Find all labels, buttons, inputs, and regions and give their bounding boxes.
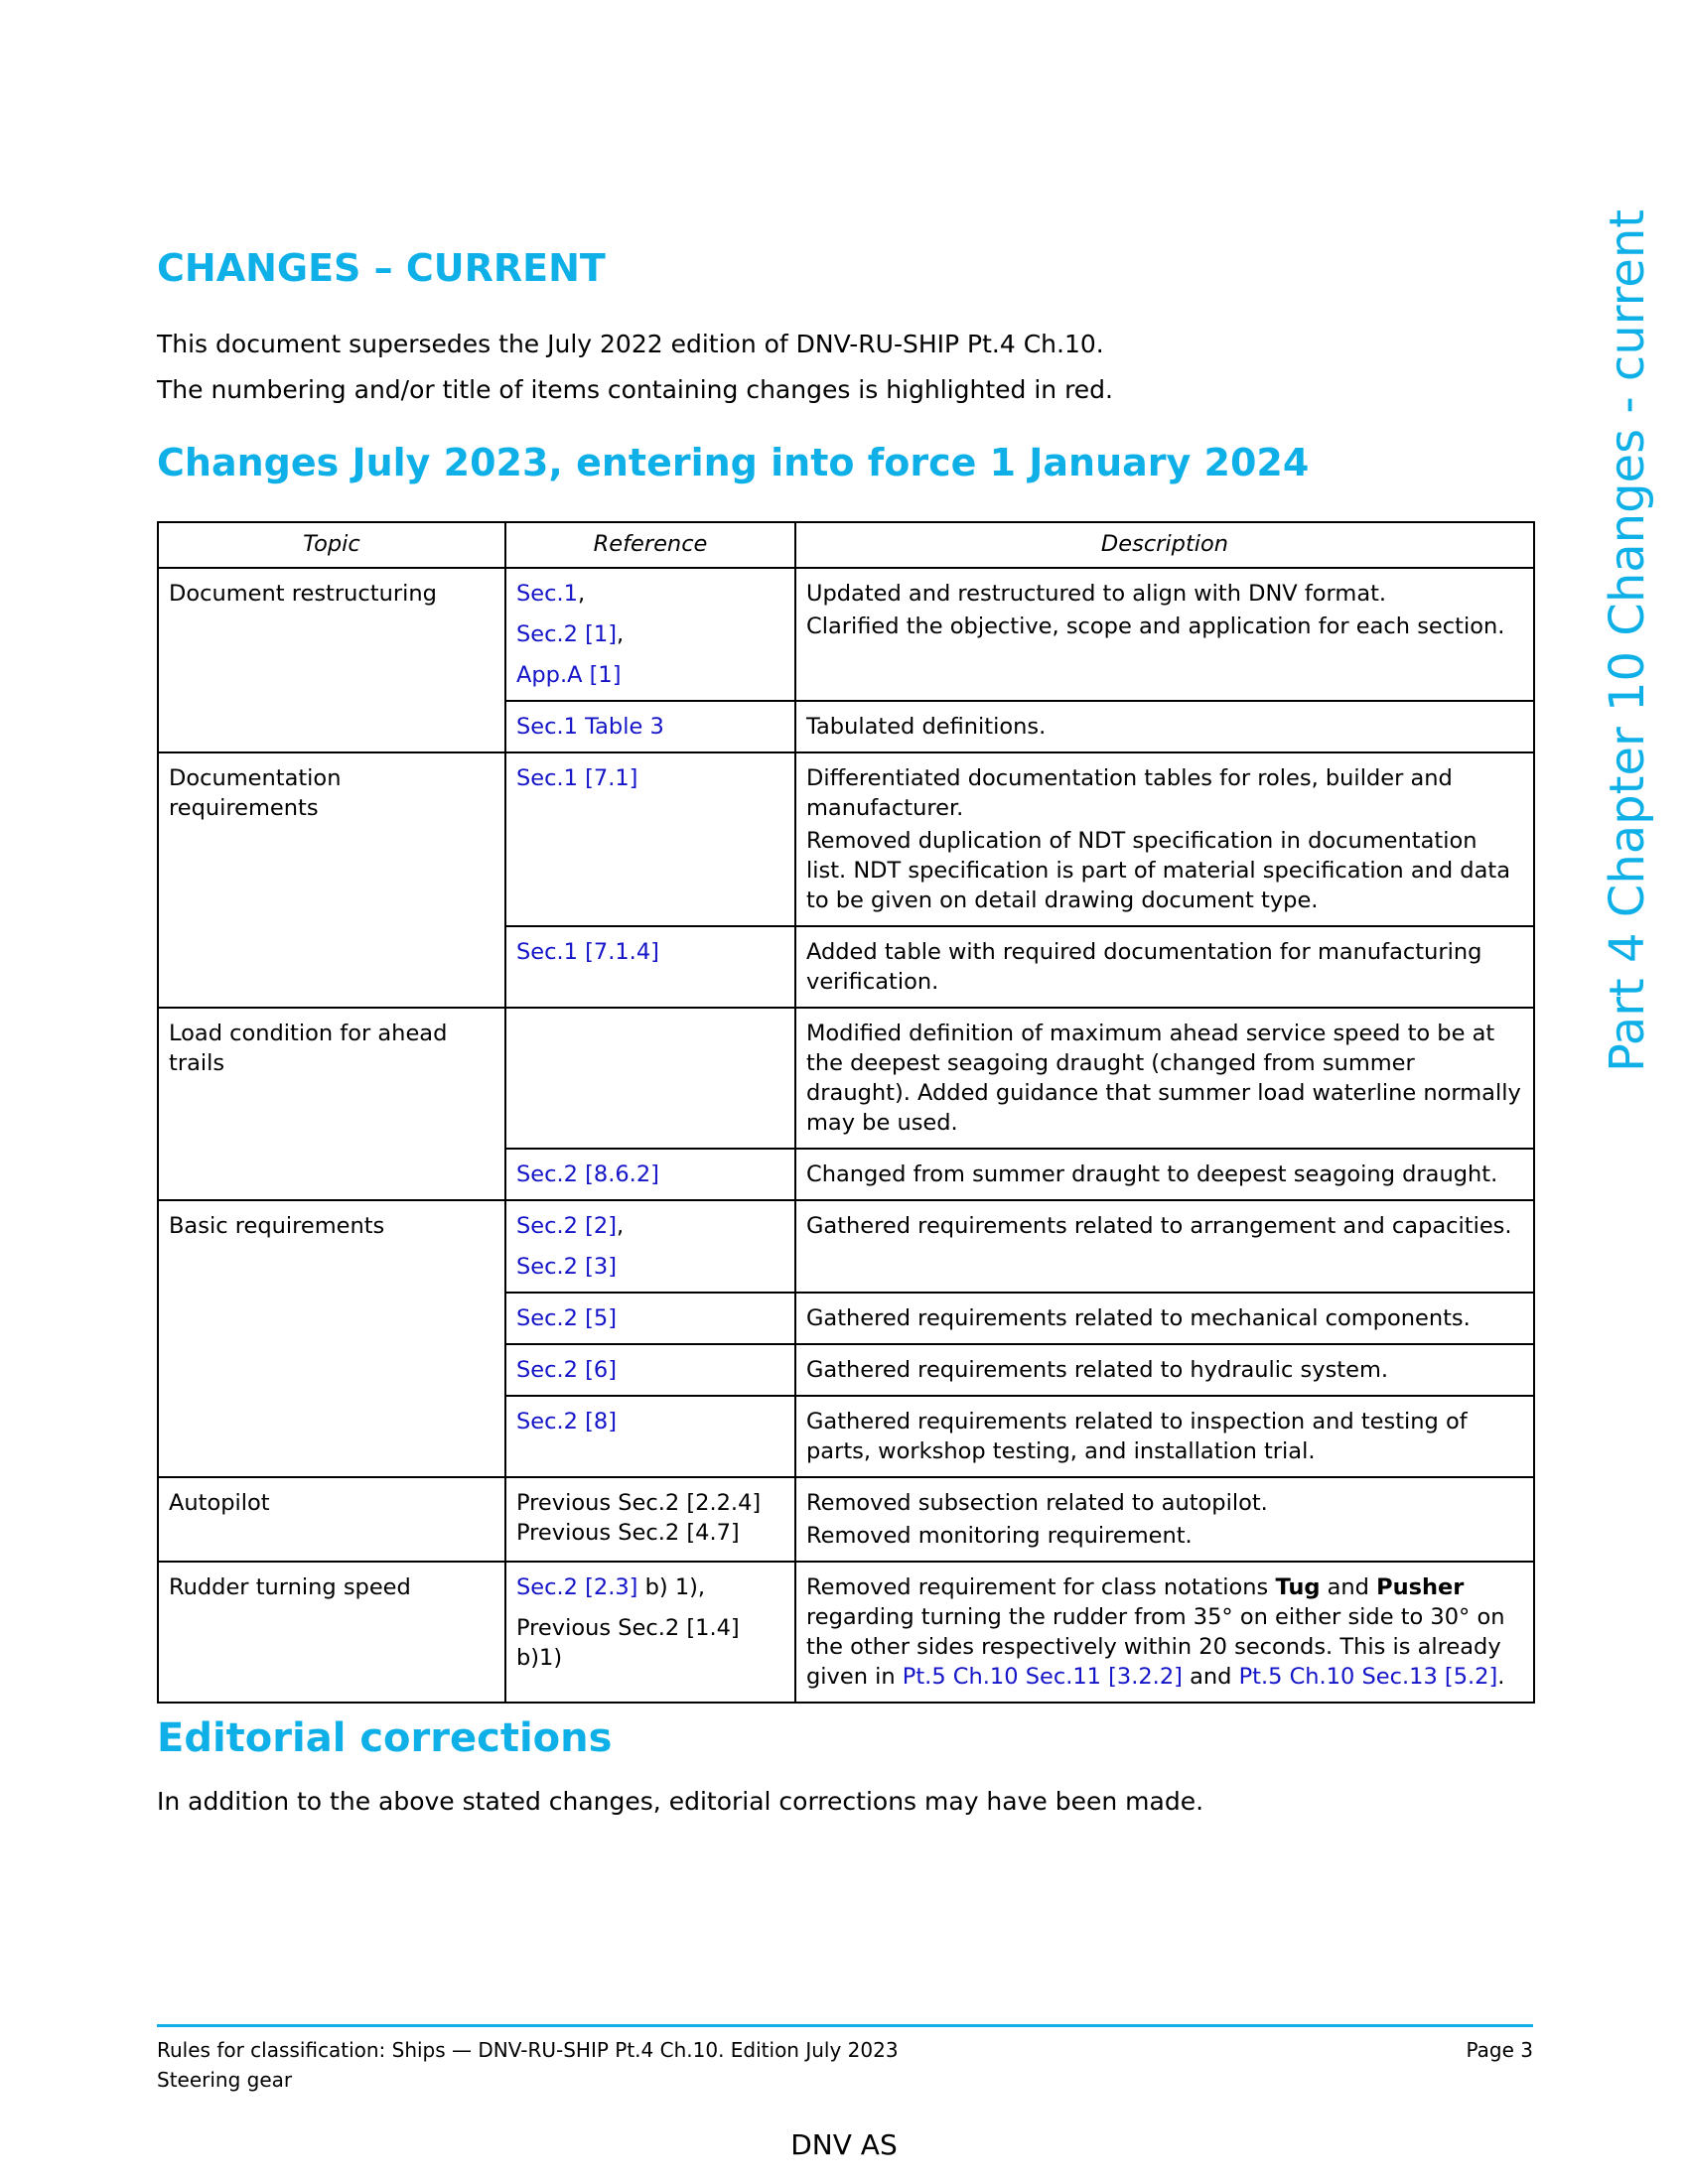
description-cell xyxy=(795,1477,1534,1562)
description-line: Differentiated documentation tables for roles, builder and manufacturer. xyxy=(806,765,1453,821)
description-line: Gathered requirements related to hydraulic system. xyxy=(806,1357,1389,1383)
intro-line-2: The numbering and/or title of items containing changes is highlighted in red. xyxy=(157,375,1113,404)
reference-link[interactable]: Sec.2 [8] xyxy=(516,1409,617,1434)
reference-text: Previous Sec.2 [1.4] b)1) xyxy=(516,1615,740,1671)
description-line: Changed from summer draught to deepest seagoing draught. xyxy=(806,1161,1498,1187)
footer-line-1: Rules for classification: Ships — DNV-RU-SHIP Pt.4 Ch.10. Edition July 2023 xyxy=(157,2038,899,2062)
reference-link[interactable]: Pt.5 Ch.10 Sec.11 [3.2.2] xyxy=(902,1664,1183,1690)
description-cell xyxy=(795,1396,1534,1477)
description-text: and xyxy=(1320,1574,1377,1600)
reference-suffix: b) 1), xyxy=(637,1574,706,1600)
class-notation-pusher: Pusher xyxy=(1376,1574,1465,1600)
description-cell xyxy=(795,1293,1534,1344)
reference-link[interactable]: Sec.1 Table 3 xyxy=(516,714,664,740)
description-line: Updated and restructured to align with DNV format. xyxy=(806,581,1387,607)
table-row xyxy=(158,1562,1534,1703)
description-cell xyxy=(795,752,1534,926)
reference-cell xyxy=(505,926,795,1008)
description-cell xyxy=(795,701,1534,752)
topic-cell: Load condition for ahead trails xyxy=(158,1008,505,1200)
reference-cell xyxy=(505,1293,795,1344)
description-cell xyxy=(795,1562,1534,1703)
description-text: Removed requirement for class notations xyxy=(806,1574,1276,1600)
description-line: Removed monitoring requirement. xyxy=(806,1523,1193,1549)
class-notation-tug: Tug xyxy=(1275,1574,1321,1600)
description-cell xyxy=(795,1149,1534,1200)
reference-link[interactable]: App.A [1] xyxy=(516,662,622,688)
reference-cell xyxy=(505,1344,795,1396)
reference-link[interactable]: Sec.2 [2.3] xyxy=(516,1574,638,1600)
reference-link[interactable]: Sec.2 [3] xyxy=(516,1254,617,1280)
reference-link[interactable]: Sec.1 xyxy=(516,581,578,607)
topic-cell: Document restructuring xyxy=(158,568,505,752)
description-cell xyxy=(795,1200,1534,1293)
reference-cell xyxy=(505,1477,795,1562)
description-cell xyxy=(795,568,1534,701)
table-row xyxy=(158,1477,1534,1562)
changes-table xyxy=(157,521,1535,1704)
table-row xyxy=(158,568,1534,701)
page-number: Page 3 xyxy=(1466,2038,1533,2062)
description-cell xyxy=(795,926,1534,1008)
reference-cell xyxy=(505,752,795,926)
description-line: Gathered requirements related to mechanical components. xyxy=(806,1305,1471,1331)
changes-heading: Changes July 2023, entering into force 1 January 2024 xyxy=(157,441,1310,484)
reference-link[interactable]: Sec.2 [5] xyxy=(516,1305,617,1331)
reference-link[interactable]: Sec.1 [7.1] xyxy=(516,765,638,791)
description-line: Removed subsection related to autopilot. xyxy=(806,1490,1268,1516)
description-cell xyxy=(795,1008,1534,1149)
reference-link[interactable]: Sec.2 [2] xyxy=(516,1213,617,1239)
description-line: Tabulated definitions. xyxy=(806,714,1047,740)
footer-company: DNV AS xyxy=(790,2128,898,2161)
description-line: Gathered requirements related to arrangement and capacities. xyxy=(806,1213,1512,1239)
editorial-text: In addition to the above stated changes, editorial corrections may have been made. xyxy=(157,1787,1204,1816)
table-row xyxy=(158,752,1534,926)
page-heading: CHANGES – CURRENT xyxy=(157,246,606,290)
reference-link[interactable]: Sec.1 [7.1.4] xyxy=(516,939,659,965)
footer-document-info xyxy=(157,2035,899,2095)
topic-cell: Documentation requirements xyxy=(158,752,505,1008)
topic-cell: Autopilot xyxy=(158,1477,505,1562)
description-text: regarding turning the rudder from 35° on either side to 30° on the other sides respectively within 20 seconds. This is already given in xyxy=(806,1604,1505,1690)
footer-line-2: Steering gear xyxy=(157,2068,293,2092)
reference-cell xyxy=(505,1008,795,1149)
reference-cell xyxy=(505,701,795,752)
reference-link[interactable]: Pt.5 Ch.10 Sec.13 [5.2] xyxy=(1238,1664,1498,1690)
description-line: Removed duplication of NDT specification in documentation list. NDT specification is part of material specification and data to be given on detail drawing document type. xyxy=(806,828,1510,913)
reference-cell xyxy=(505,1562,795,1703)
reference-cell xyxy=(505,1396,795,1477)
reference-text: Previous Sec.2 [4.7] xyxy=(516,1520,740,1546)
reference-cell xyxy=(505,1149,795,1200)
topic-cell: Basic requirements xyxy=(158,1200,505,1477)
header-topic: Topic xyxy=(158,522,505,568)
reference-link[interactable]: Sec.2 [8.6.2] xyxy=(516,1161,659,1187)
reference-link[interactable]: Sec.2 [6] xyxy=(516,1357,617,1383)
intro-line-1: This document supersedes the July 2022 edition of DNV-RU-SHIP Pt.4 Ch.10. xyxy=(157,330,1104,358)
table-row xyxy=(158,1200,1534,1293)
table-row xyxy=(158,1008,1534,1149)
description-cell xyxy=(795,1344,1534,1396)
header-reference: Reference xyxy=(505,522,795,568)
reference-link[interactable]: Sec.2 [1] xyxy=(516,621,617,647)
topic-cell: Rudder turning speed xyxy=(158,1562,505,1703)
table-header-row xyxy=(158,522,1534,568)
description-line: Modified definition of maximum ahead service speed to be at the deepest seagoing draught (changed from summer draught). Added guidance that summer load waterline normally may be used. xyxy=(806,1021,1521,1136)
description-text: . xyxy=(1497,1664,1505,1690)
description-line: Clarified the objective, scope and application for each section. xyxy=(806,614,1505,639)
description-line: Gathered requirements related to inspection and testing of parts, workshop testing, and installation trial. xyxy=(806,1409,1468,1464)
reference-cell: Sec.1, Sec.2 [1], App.A [1] xyxy=(505,568,795,701)
reference-text: Previous Sec.2 [2.2.4] xyxy=(516,1490,762,1516)
intro-text xyxy=(157,322,1527,413)
description-line: Added table with required documentation for manufacturing verification. xyxy=(806,939,1482,995)
side-title: Part 4 Chapter 10 Changes - current xyxy=(1600,208,1655,1072)
footer-divider xyxy=(157,2024,1533,2027)
editorial-heading: Editorial corrections xyxy=(157,1715,613,1761)
header-description: Description xyxy=(795,522,1534,568)
reference-cell: Sec.2 [2], Sec.2 [3] xyxy=(505,1200,795,1293)
description-text: and xyxy=(1182,1664,1239,1690)
